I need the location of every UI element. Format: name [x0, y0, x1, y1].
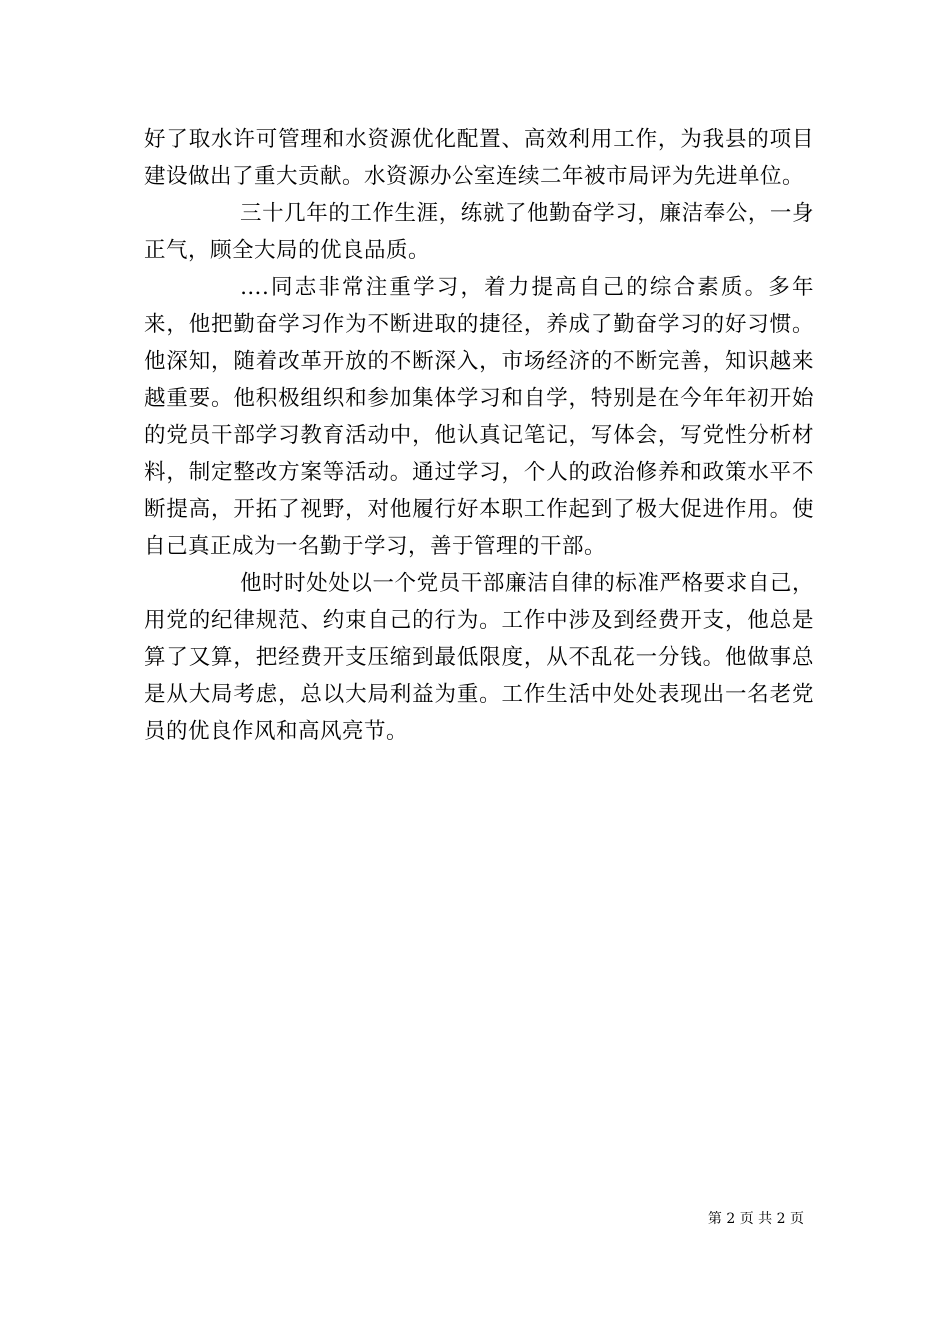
- paragraph-3: ….同志非常注重学习，着力提高自己的综合素质。多年来，他把勤奋学习作为不断进取的捷径，养成了勤奋学习的好习惯。他深知，随着改革开放的不断深入，市场经济的不断完善，知识越来越重要。他积极组织和参加集体学习和自学，特别是在今年年初开始的党员干部学习教育活动中，他认真记笔记，写体会，写党性分析材料，制定整改方案等活动。通过学习，个人的政治修养和政策水平不断提高，开拓了视野，对他履行好本职工作起到了极大促进作用。使自己真正成为一名勤于学习，善于管理的干部。: [144, 275, 814, 559]
- paragraph-2: 三十几年的工作生涯，练就了他勤奋学习，廉洁奉公，一身正气，顾全大局的优良品质。: [144, 201, 814, 263]
- paragraph-4: 他时时处处以一个党员干部廉洁自律的标准严格要求自己，用党的纪律规范、约束自己的行为。工作中涉及到经费开支，他总是算了又算，把经费开支压缩到最低限度，从不乱花一分钱。他做事总是从大局考虑，总以大局利益为重。工作生活中处处表现出一名老党员的优良作风和高风亮节。: [144, 571, 814, 744]
- page-number-footer: 第 2 页 共 2 页: [707, 1211, 804, 1227]
- document-body: [144, 121, 814, 750]
- paragraph-1: 好了取水许可管理和水资源优化配置、高效利用工作，为我县的项目建设做出了重大贡献。水资源办公室连续二年被市局评为先进单位。: [144, 127, 814, 189]
